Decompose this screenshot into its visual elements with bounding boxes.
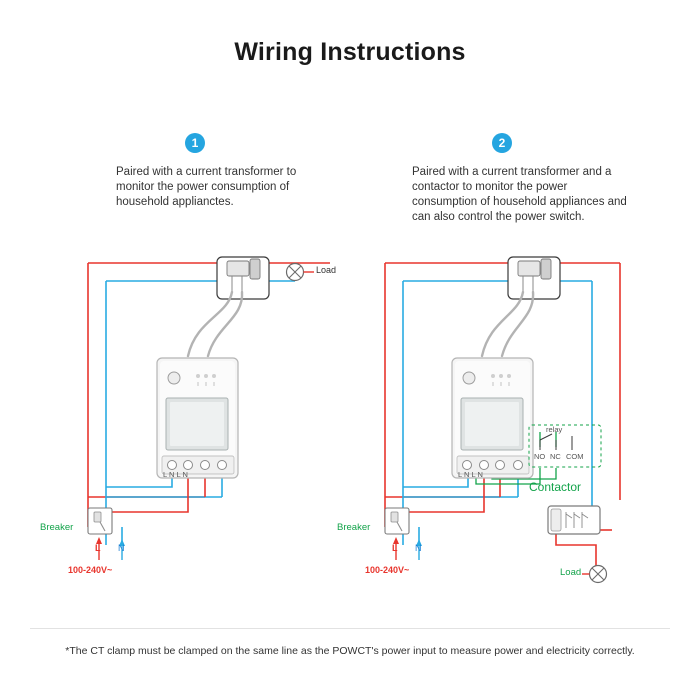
line-label-1: L — [95, 543, 101, 553]
load-label-1: Load — [316, 265, 337, 275]
neutral-label-2: N — [415, 543, 422, 553]
neutral-label-1: N — [118, 543, 125, 553]
panel-1-description: Paired with a current transformer to monitor the power consumption of household applianctes. — [116, 166, 297, 208]
relay-no-label: NO — [534, 452, 546, 461]
line-label-2: L — [392, 543, 398, 553]
relay-com-label: COM — [566, 452, 584, 461]
relay-label: relay — [546, 425, 563, 434]
voltage-label-2: 100-240V~ — [365, 565, 410, 575]
panel-2-badge: 2 — [492, 133, 512, 153]
powct-device-2 — [452, 358, 533, 478]
load-symbol-2 — [582, 566, 607, 583]
load-symbol-1 — [287, 264, 315, 281]
breaker-1 — [88, 508, 112, 534]
contactor-device — [548, 506, 600, 534]
page-title: Wiring Instructions — [234, 38, 466, 66]
load-label-2: Load — [560, 567, 582, 578]
terminal-labels-1: L N L N — [163, 470, 188, 479]
footer-divider — [30, 628, 670, 629]
breaker-2 — [385, 508, 409, 534]
relay-nc-label: NC — [550, 452, 561, 461]
breaker-label-1: Breaker — [40, 522, 74, 533]
powct-device-1 — [157, 358, 238, 478]
voltage-label-1: 100-240V~ — [68, 565, 113, 575]
terminal-labels-2: L N L N — [458, 470, 483, 479]
panel-2-description: Paired with a current transformer and a contactor to monitor the power consumption of household appliances and can also control the power switch. — [412, 166, 627, 223]
panel-1-badge: 1 — [185, 133, 205, 153]
contactor-label: Contactor — [529, 480, 582, 494]
footnote-text: *The CT clamp must be clamped on the same line as the POWCT's power input to measure power and electricity correctly. — [65, 645, 635, 657]
breaker-label-2: Breaker — [337, 522, 371, 533]
